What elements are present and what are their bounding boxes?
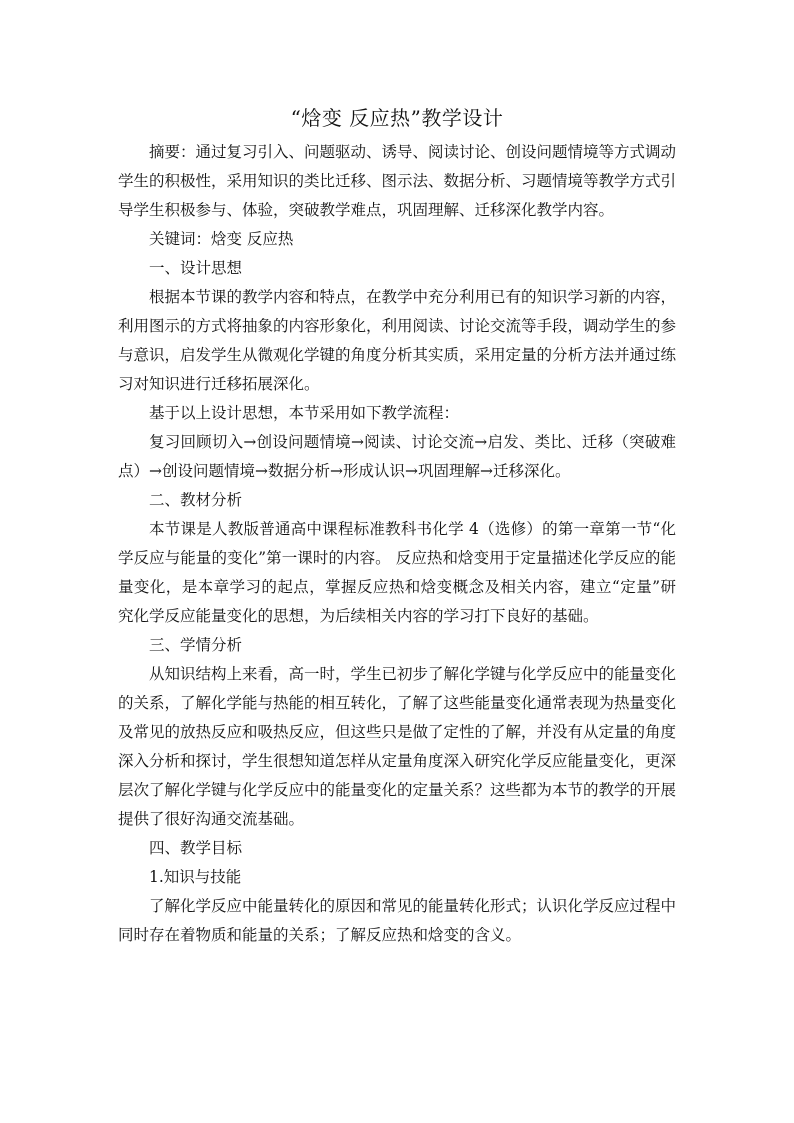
subheading-knowledge-skills: 1.知识与技能 [149,868,242,886]
document-page [118,104,676,950]
design-idea-paragraph-2: 基于以上设计思想，本节采用如下教学流程： [149,404,460,422]
section-heading-student-analysis: 三、学情分析 [149,636,243,654]
keywords-line: 关键词：焓变 反应热 [149,230,294,248]
section-heading-design-idea: 一、设计思想 [149,259,243,277]
document-title: “焓变 反应热”教学设计 [290,106,504,130]
design-idea-paragraph-3: 复习回顾切入→创设问题情境→阅读、讨论交流→启发、类比、迁移（突破难点）→创设问题情境→数据分析→形成认识→巩固理解→迁移深化。 [118,433,676,480]
abstract-paragraph: 摘要：通过复习引入、问题驱动、诱导、阅读讨论、创设问题情境等方式调动学生的积极性，采用知识的类比迁移、图示法、数据分析、习题情境等教学方式引导学生积极参与、体验，突破教学难点，巩固理解、迁移深化教学内容。 [118,143,677,219]
student-analysis-paragraph: 从知识结构上来看，高一时，学生已初步了解化学键与化学反应中的能量变化的关系，了解化学能与热能的相互转化，了解了这些能量变化通常表现为热量变化及常见的放热反应和吸热反应，但这些只是做了定性的了解，并没有从定量的角度深入分析和探讨，学生很想知道怎样从定量角度深入研究化学反应能量变化，更深层次了解化学键与化学反应中的能量变化的定量关系？这些都为本节的教学的开展提供了很好沟通交流基础。 [118,665,677,828]
section-heading-textbook-analysis: 二、教材分析 [149,491,243,509]
design-idea-paragraph-1: 根据本节课的教学内容和特点，在教学中充分利用已有的知识学习新的内容，利用图示的方式将抽象的内容形象化，利用阅读、讨论交流等手段，调动学生的参与意识，启发学生从微观化学键的角度分析其实质，采用定量的分析方法并通过练习对知识进行迁移拓展深化。 [118,288,677,393]
section-heading-teaching-goals: 四、教学目标 [149,839,243,857]
knowledge-skills-paragraph: 了解化学反应中能量转化的原因和常见的能量转化形式；认识化学反应过程中同时存在着物质和能量的关系；了解反应热和焓变的含义。 [118,897,677,944]
textbook-analysis-paragraph: 本节课是人教版普通高中课程标准教科书化学 4（选修）的第一章第一节“化学反应与能量的变化”第一课时的内容。 反应热和焓变用于定量描述化学反应的能量变化，是本章学习的起点，掌握反应热和焓变概念及相关内容，建立“定量”研究化学反应能量变化的思想，为后续相关内容的学习打下良好的基础。 [118,520,676,625]
